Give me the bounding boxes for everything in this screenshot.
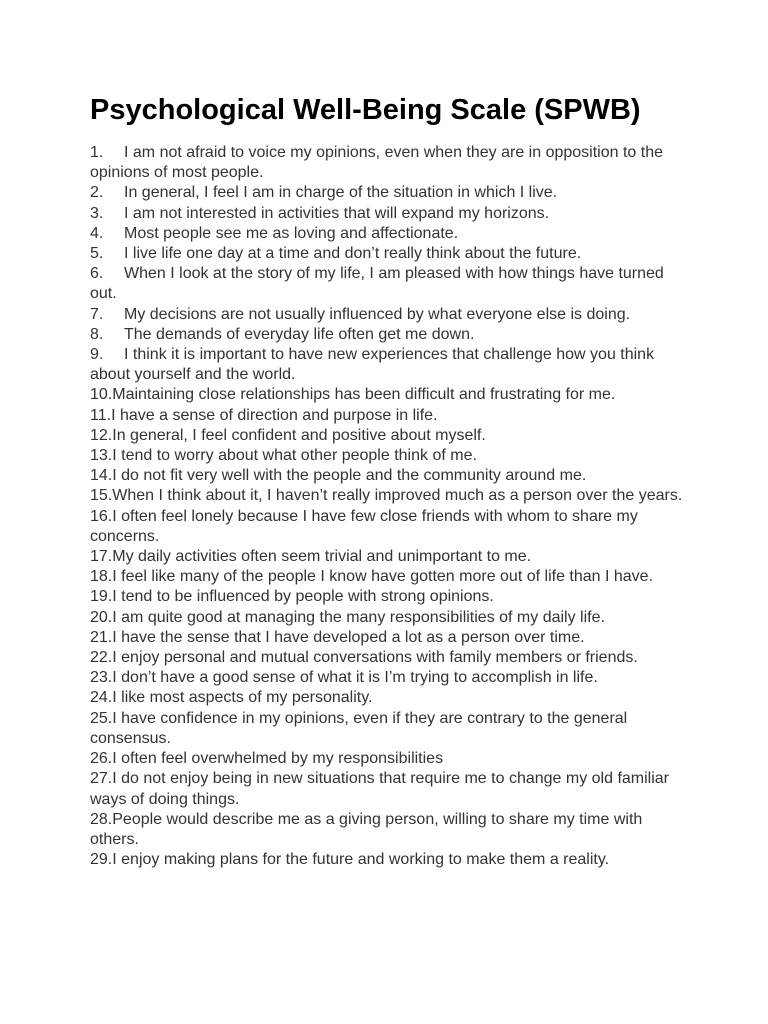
item-number: 4. [90,224,104,242]
scale-item [90,325,690,345]
item-number: 21. [90,628,113,646]
item-text: My daily activities often seem trivial and unimportant to me. [112,548,532,566]
scale-item [90,648,690,668]
item-number: 10. [90,386,113,404]
item-text: My decisions are not usually influenced by what everyone else is doing. [124,305,631,323]
scale-item [90,587,690,607]
item-text: In general, I feel I am in charge of the situation in which I live. [124,184,558,202]
item-number: 12. [90,426,113,444]
item-number: 15. [90,487,113,505]
item-text: I tend to be influenced by people with strong opinions. [112,588,494,606]
item-text: I have the sense that I have developed a lot as a person over time. [112,628,585,646]
item-number: 26. [90,750,113,768]
scale-item [90,668,690,688]
item-number: 23. [90,669,113,687]
scale-item [90,183,690,203]
item-text: I live life one day at a time and don’t really think about the future. [124,245,582,263]
item-number: 28. [90,810,113,828]
item-number: 16. [90,507,113,525]
document-title: Psychological Well-Being Scale (SPWB) [90,94,641,126]
item-number: 17. [90,548,113,566]
scale-item [90,547,690,567]
item-number: 8. [90,325,104,343]
item-text: I am not afraid to voice my opinions, even when they are in opposition to the opinions of most people. [90,144,663,182]
item-number: 7. [90,305,104,323]
item-text: I enjoy making plans for the future and working to make them a reality. [112,851,610,869]
document-page [90,0,690,870]
item-number: 2. [90,184,104,202]
item-number: 20. [90,608,113,626]
scale-item [90,264,690,304]
scale-item [90,749,690,769]
scale-item [90,769,690,809]
scale-item [90,709,690,749]
item-number: 9. [90,346,104,364]
item-number: 5. [90,245,104,263]
scale-item [90,507,690,547]
scale-item [90,567,690,587]
scale-item [90,810,690,850]
scale-item [90,305,690,325]
item-text: When I look at the story of my life, I am pleased with how things have turned out. [90,265,664,303]
item-number: 29. [90,851,113,869]
item-text: When I think about it, I haven’t really improved much as a person over the years. [112,487,683,505]
item-text: I don’t have a good sense of what it is I’m trying to accomplish in life. [112,669,598,687]
scale-item [90,204,690,224]
item-text: The demands of everyday life often get me down. [124,325,475,343]
item-number: 22. [90,649,113,667]
item-number: 18. [90,568,113,586]
item-text: In general, I feel confident and positive about myself. [112,426,486,444]
item-text: Maintaining close relationships has been difficult and frustrating for me. [112,386,616,404]
item-number: 25. [90,709,113,727]
item-text: I have a sense of direction and purpose in life. [111,406,438,424]
scale-items-list [90,143,690,870]
scale-item [90,850,690,870]
item-number: 27. [90,770,113,788]
scale-item [90,143,690,183]
item-number: 3. [90,204,104,222]
item-number: 13. [90,447,113,465]
item-text: I enjoy personal and mutual conversations with family members or friends. [112,649,638,667]
scale-item [90,244,690,264]
item-text: People would describe me as a giving person, willing to share my time with others. [90,810,643,848]
scale-item [90,486,690,506]
scale-item [90,345,690,385]
item-number: 19. [90,588,113,606]
scale-item [90,608,690,628]
scale-item [90,466,690,486]
item-text: I do not enjoy being in new situations that require me to change my old familiar ways of doing things. [90,770,670,808]
item-text: I am quite good at managing the many responsibilities of my daily life. [112,608,605,626]
item-number: 11. [90,406,112,424]
scale-item [90,224,690,244]
item-text: I like most aspects of my personality. [112,689,373,707]
item-number: 24. [90,689,113,707]
scale-item [90,406,690,426]
scale-item [90,385,690,405]
item-text: I think it is important to have new experiences that challenge how you think about yourself and the world. [90,346,655,384]
item-number: 1. [90,144,104,161]
item-text: I do not fit very well with the people and the community around me. [112,467,587,485]
item-text: I often feel lonely because I have few close friends with whom to share my concerns. [90,507,638,545]
item-text: I often feel overwhelmed by my responsibilities [112,750,444,768]
scale-item [90,628,690,648]
item-text: Most people see me as loving and affectionate. [124,224,459,242]
item-text: I feel like many of the people I know have gotten more out of life than I have. [112,568,654,586]
item-text: I have confidence in my opinions, even if they are contrary to the general consensus. [90,709,628,747]
item-number: 6. [90,265,104,283]
scale-item [90,688,690,708]
item-number: 14. [90,467,113,485]
scale-item [90,446,690,466]
item-text: I tend to worry about what other people think of me. [112,447,477,465]
item-text: I am not interested in activities that will expand my horizons. [124,204,550,222]
scale-item [90,426,690,446]
